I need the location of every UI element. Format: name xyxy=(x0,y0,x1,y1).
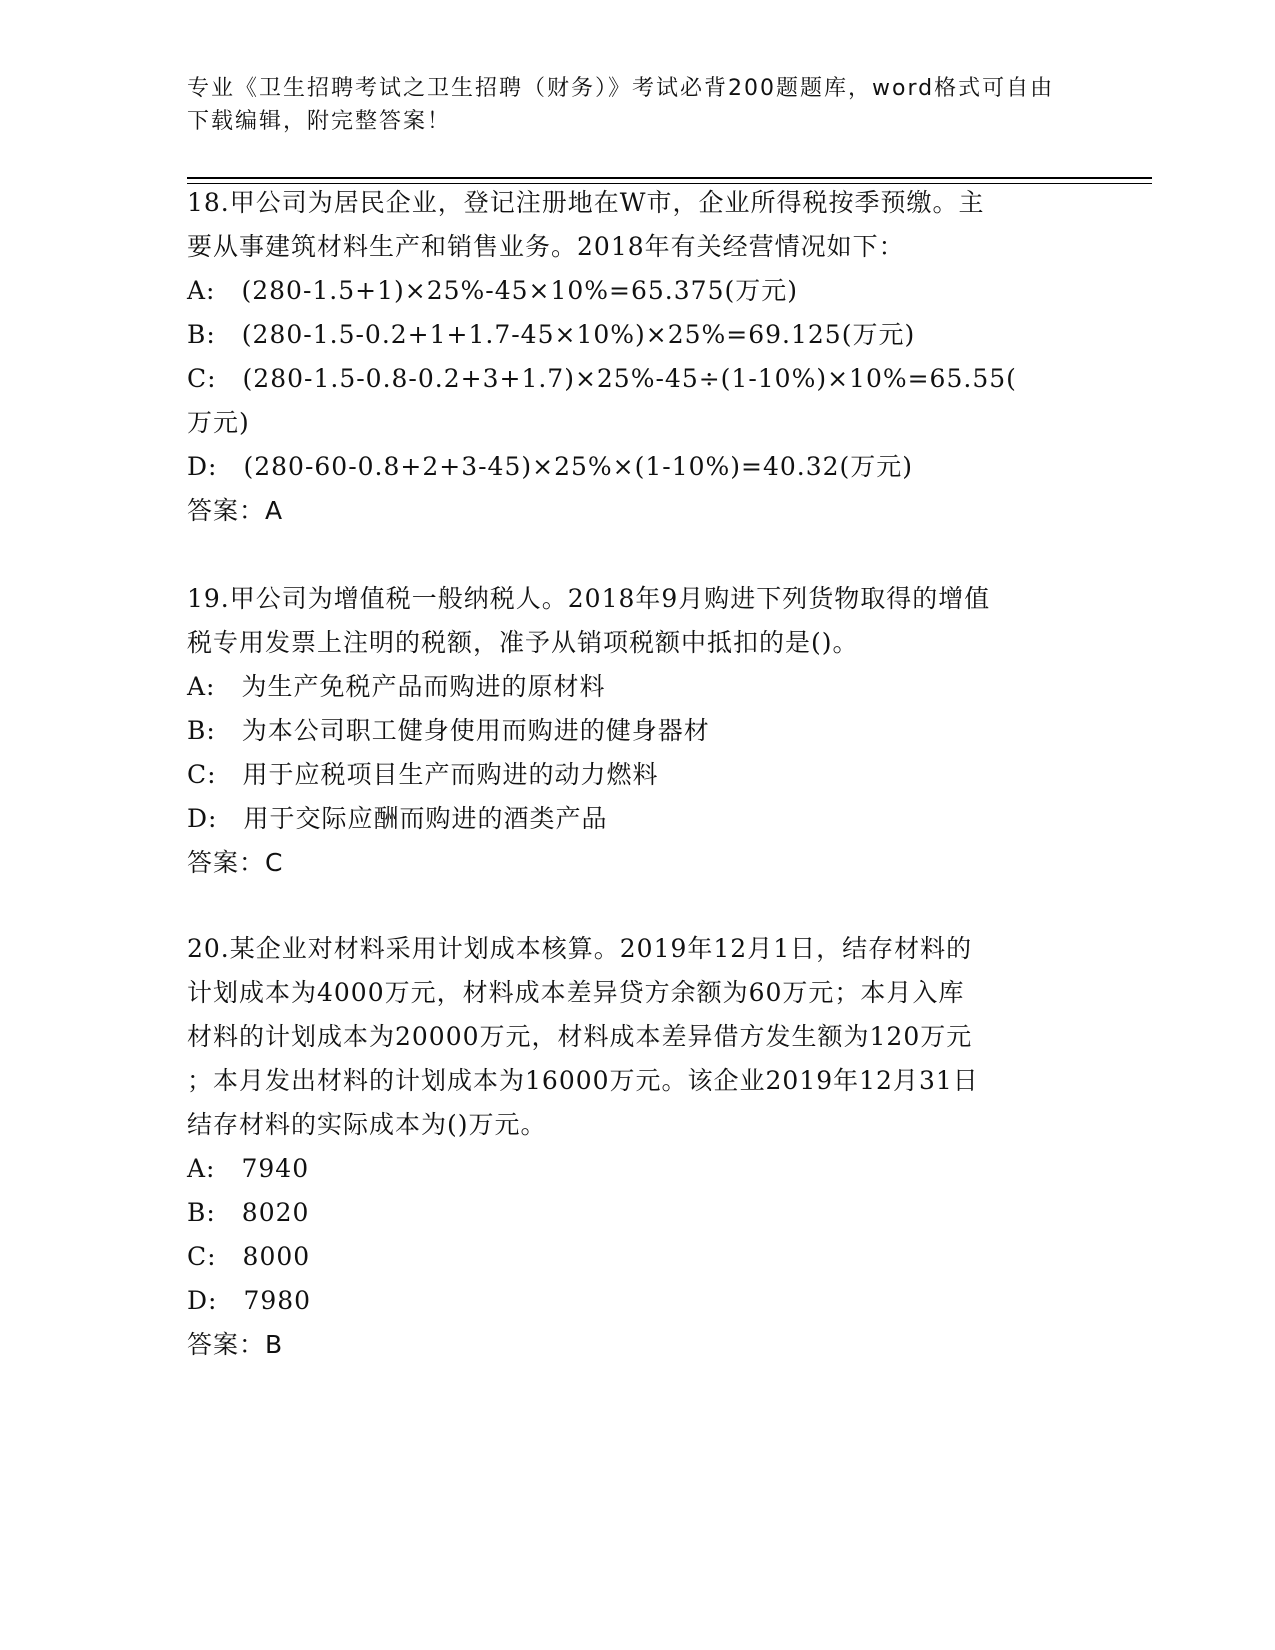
q19-option-b: B: 为本公司职工健身使用而购进的健身器材 xyxy=(187,716,710,745)
q19-answer: 答案：C xyxy=(187,848,284,877)
q19-option-c: C: 用于应税项目生产而购进的动力燃料 xyxy=(187,760,659,789)
q20-stem-line2: 计划成本为4000万元，材料成本差异贷方余额为60万元；本月入库 xyxy=(187,978,965,1007)
q18-stem-line1: 18.甲公司为居民企业，登记注册地在W市，企业所得税按季预缴。主 xyxy=(187,188,985,217)
q20-option-a: A: 7940 xyxy=(187,1154,310,1183)
q20-stem-line3: 材料的计划成本为20000万元，材料成本差异借方发生额为120万元 xyxy=(187,1022,973,1051)
q20-stem-line1: 20.某企业对材料采用计划成本核算。2019年12月1日，结存材料的 xyxy=(187,934,973,963)
q18-option-b: B: (280-1.5-0.2+1+1.7-45×10%)×25%=69.125(万元) xyxy=(187,320,916,349)
q18-option-a: A: (280-1.5+1)×25%-45×10%=65.375(万元) xyxy=(187,276,798,305)
q18-option-d: D: (280-60-0.8+2+3-45)×25%×(1-10%)=40.32(万元) xyxy=(187,452,914,481)
q20-stem-line4: ；本月发出材料的计划成本为16000万元。该企业2019年12月31日 xyxy=(187,1066,979,1095)
q19-option-a: A: 为生产免税产品而购进的原材料 xyxy=(187,672,606,701)
q20-stem-line5: 结存材料的实际成本为()万元。 xyxy=(187,1110,547,1139)
q19-stem-line1: 19.甲公司为增值税一般纳税人。2018年9月购进下列货物取得的增值 xyxy=(187,584,991,613)
q19-stem-line2: 税专用发票上注明的税额，准予从销项税额中抵扣的是()。 xyxy=(187,628,859,657)
q18-answer: 答案：A xyxy=(187,496,284,525)
header-divider-thin xyxy=(187,183,1152,184)
q18-option-c-line2: 万元) xyxy=(187,408,250,437)
header-divider-thick xyxy=(187,177,1152,179)
q20-option-d: D: 7980 xyxy=(187,1286,312,1315)
document-header: 专业《卫生招聘考试之卫生招聘（财务）》考试必背200题题库，word格式可自由下载编辑，附完整答案！ xyxy=(187,76,1055,134)
q18-option-c-line1: C: (280-1.5-0.8-0.2+3+1.7)×25%-45÷(1-10%)×10%=65.55( xyxy=(187,364,1017,393)
q20-answer: 答案：B xyxy=(187,1330,284,1359)
q20-option-c: C: 8000 xyxy=(187,1242,311,1271)
q19-option-d: D: 用于交际应酬而购进的酒类产品 xyxy=(187,804,608,833)
q20-option-b: B: 8020 xyxy=(187,1198,310,1227)
q18-stem-line2: 要从事建筑材料生产和销售业务。2018年有关经营情况如下： xyxy=(187,232,905,261)
